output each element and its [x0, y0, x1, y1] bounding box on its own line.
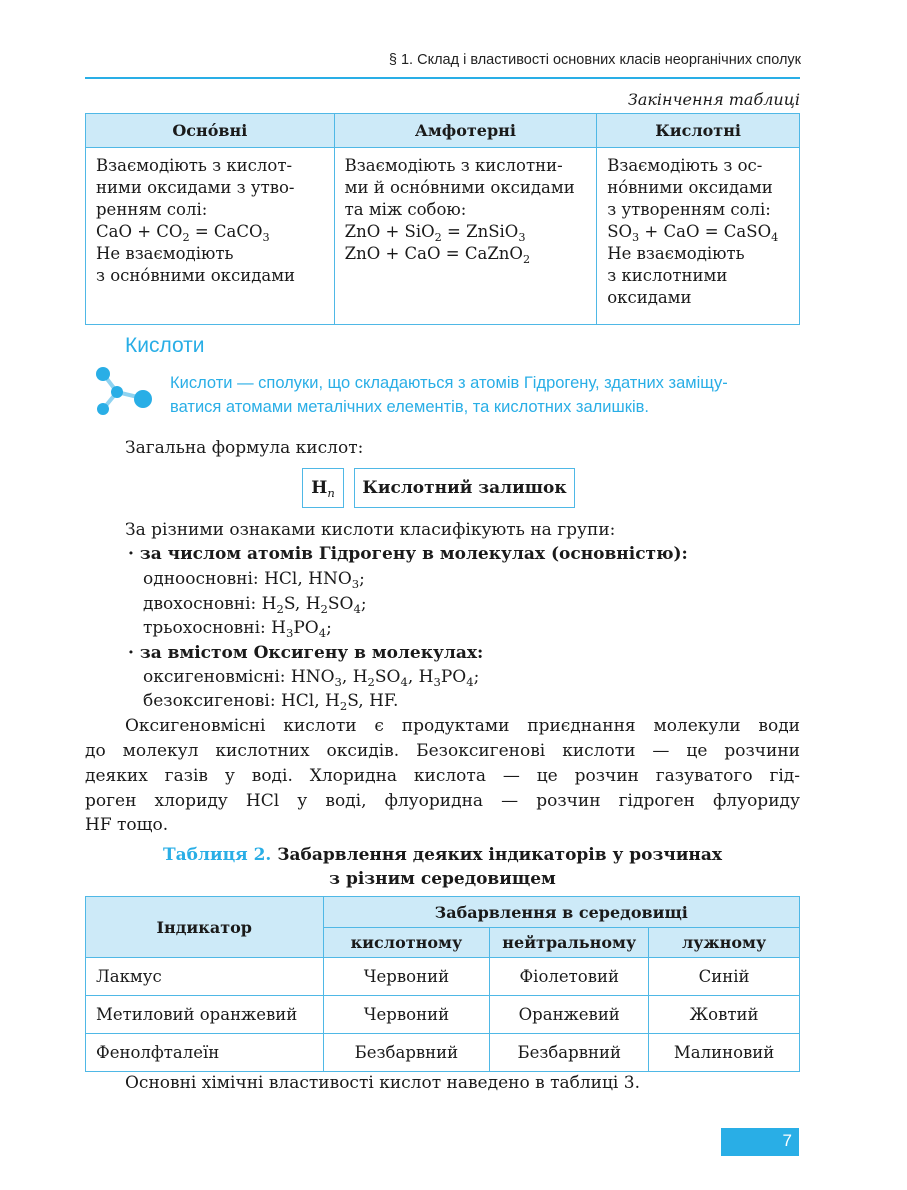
page-number: 7	[721, 1128, 799, 1156]
cell-amphoteric	[334, 148, 597, 325]
di-basic-line: двохосновні: $H_2S$, $H_2SO_4$;	[143, 594, 367, 617]
acid-text-2: но́вними оксидами	[607, 178, 773, 197]
cell-basic	[86, 148, 335, 325]
table-2-label: Таблиця 2.	[162, 845, 272, 865]
header-indicator: Індикатор	[86, 897, 324, 958]
header-acidic-medium: кислотному	[323, 928, 490, 958]
table-continued-label: Закінчення таблиці	[627, 90, 800, 109]
cell-acidic	[597, 148, 800, 325]
definition-line-1: Кислоти — сполуки, що складаються з атомів Гідрогену, здатних заміщу-	[170, 374, 728, 392]
basic-text-5: з осно́вними оксидами	[96, 266, 296, 285]
header-alkaline-medium: лужному	[649, 928, 800, 958]
group-1-title: · за числом атомів Гідрогену в молекулах (основністю):	[128, 544, 688, 564]
anoxy-line: безоксигенові: HCl, $H_2S$, HF.	[143, 691, 399, 714]
oxy-line: оксигеновмісні: $HNO_3$, $H_2SO_4$, $H_3PO_4$;	[143, 667, 480, 690]
acid-text-4: Не взаємодіють	[607, 244, 745, 263]
acid-definition	[170, 371, 805, 419]
footer-text: Основні хімічні властивості кислот наведено в таблиці 3.	[125, 1073, 640, 1093]
header-neutral-medium: нейтральному	[490, 928, 649, 958]
table-2-caption: Таблиця 2. Забарвлення деяких індикаторів у розчинах з різним середовищем	[162, 845, 723, 889]
molecule-icon	[92, 364, 154, 418]
acid-text-5: з кислотними	[607, 266, 728, 285]
paragraph-line-4: роген хлориду HCl у воді, флуоридна — розчин гідроген флуориду	[85, 791, 800, 811]
acid-text-3: з утворенням солі:	[607, 200, 771, 219]
table-row: Фенолфталеїн Безбарвний Безбарвний Малиновий	[86, 1034, 800, 1072]
basic-text-2: ними оксидами з утво-	[96, 178, 295, 197]
tri-basic-line: трьохосновні: $H_3PO_4$;	[143, 618, 332, 641]
acid-equation: $SO_3$ + CaO = CaSO$_4$	[607, 222, 779, 244]
basic-equation: CaO + $CO_2$ = CaCO$_3$	[96, 222, 270, 244]
acid-text-6: оксидами	[607, 288, 692, 307]
header-basic: Осно́вні	[86, 114, 335, 148]
header-coloration: Забарвлення в середовищі	[323, 897, 799, 928]
definition-line-2: ватися атомами металічних елементів, та кислотних залишків.	[170, 398, 649, 416]
basic-text-3: ренням солі:	[96, 200, 208, 219]
header-rule	[85, 77, 800, 79]
amph-text-2: ми й осно́вними оксидами	[344, 178, 575, 197]
classification-intro: За різними ознаками кислоти класифікують на групи:	[125, 520, 616, 540]
table-row: Лакмус Червоний Фіолетовий Синій	[86, 958, 800, 996]
paragraph-line-3: деяких газів у воді. Хлоридна кислота — це розчин газуватого гід-	[85, 766, 800, 786]
paragraph-line-5: HF тощо.	[85, 815, 169, 835]
amph-text-3: та між собою:	[344, 200, 467, 219]
amph-text-1: Взаємодіють з кислотни-	[344, 156, 563, 175]
amph-equation-1: ZnO + SiO$_2$ = ZnSiO$_3$	[344, 222, 526, 244]
formula-intro: Загальна формула кислот:	[125, 438, 364, 458]
mono-basic-line: одноосновні: HCl, $HNO_3$;	[143, 569, 365, 592]
header-amphoteric: Амфотерні	[334, 114, 597, 148]
basic-text-4: Не взаємодіють	[96, 244, 234, 263]
acid-text-1: Взаємодіють з ос-	[607, 156, 763, 175]
section-title: Кислоти	[125, 334, 205, 357]
amph-equation-2: ZnO + CaO = CaZnO$_2$	[344, 244, 531, 266]
paragraph-line-1: Оксигеновмісні кислоти є продуктами приєднання молекули води	[125, 716, 800, 736]
running-header: § 1. Склад і властивості основних класів неорганічних сполук	[388, 52, 801, 68]
indicator-table	[85, 896, 800, 1072]
table-row: Метиловий оранжевий Червоний Оранжевий Жовтий	[86, 996, 800, 1034]
properties-table	[85, 113, 800, 325]
group-2-title: · за вмістом Оксигену в молекулах:	[128, 643, 484, 663]
basic-text-1: Взаємодіють з кислот-	[96, 156, 293, 175]
header-acidic: Кислотні	[597, 114, 800, 148]
formula-residue-box: Кислотний залишок	[354, 468, 575, 508]
formula-h-box: $H_n$	[302, 468, 344, 508]
paragraph-line-2: до молекул кислотних оксидів. Безоксигенові кислоти — це розчини	[85, 741, 800, 761]
